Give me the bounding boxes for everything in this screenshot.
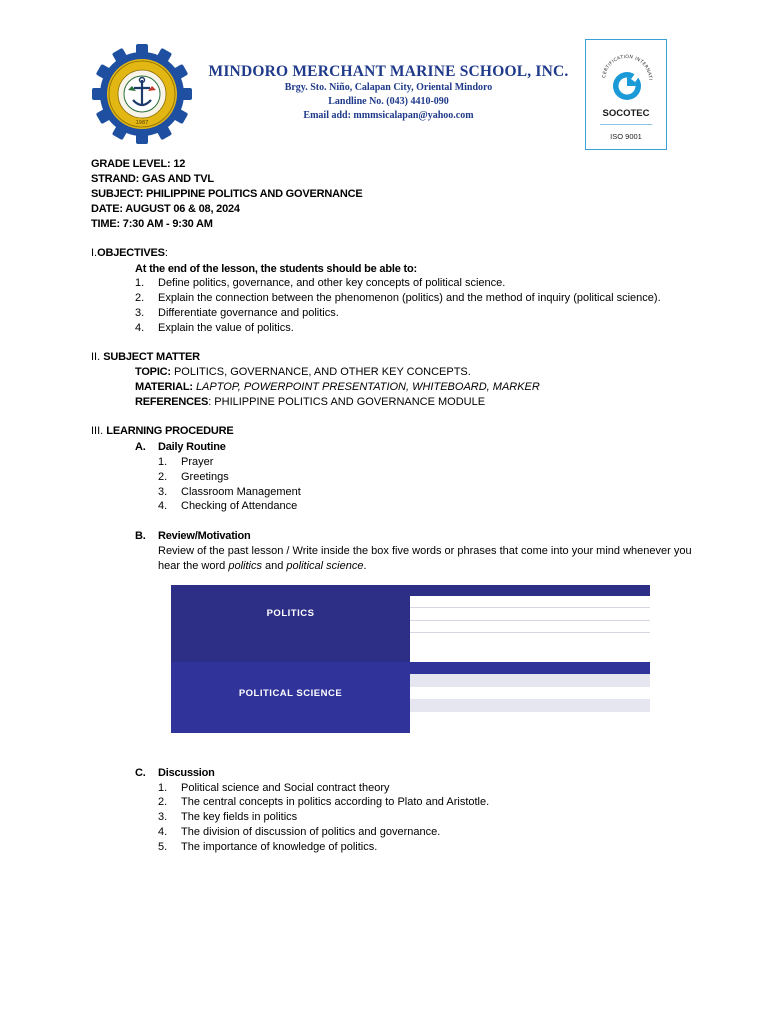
list-item: 1. Political science and Social contract theory — [158, 782, 390, 794]
references-label: REFERENCES — [135, 396, 209, 408]
section-c-heading: C. Discussion — [135, 767, 215, 779]
objectives-colon: : — [164, 247, 168, 259]
list-item: 4. The division of discussion of politics and governance. — [158, 826, 441, 838]
list-item: 3. The key fields in politics — [158, 811, 298, 823]
objectives-heading — [91, 246, 168, 260]
svg-text:CERTIFICATION INTERNATIONAL: CERTIFICATION INTERNATI — [602, 54, 653, 81]
references-value: : PHILIPPINE POLITICS AND GOVERNANCE MODULE — [208, 396, 486, 408]
school-logo — [92, 44, 192, 144]
politics-label: POLITICS — [266, 608, 315, 619]
procedure-numeral: III. — [91, 425, 104, 437]
political-science-answer-row[interactable] — [410, 674, 650, 687]
material-label: MATERIAL: — [135, 381, 193, 393]
grade-level: GRADE LEVEL: 12 — [91, 158, 186, 170]
list-item: 2. The central concepts in politics according to Plato and Aristotle. — [158, 796, 490, 808]
svg-text:1987: 1987 — [135, 120, 149, 126]
time: TIME: 7:30 AM - 9:30 AM — [91, 218, 213, 230]
date: DATE: AUGUST 06 & 08, 2024 — [91, 203, 240, 215]
references-line — [135, 395, 485, 409]
objectives-title: OBJECTIVES — [97, 247, 165, 259]
list-item: 2. Explain the connection between the phenomenon (politics) and the method of inquiry (political science). — [135, 292, 661, 304]
political-science-header-bar — [410, 662, 650, 674]
topic-line — [135, 365, 471, 379]
socotec-icon — [595, 46, 659, 110]
table-rule — [410, 620, 650, 621]
subject-matter-heading — [91, 350, 200, 364]
certification-badge — [585, 39, 667, 150]
table-rule — [410, 607, 650, 608]
subject: SUBJECT: PHILIPPINE POLITICS AND GOVERNANCE — [91, 188, 363, 200]
political-science-label: POLITICAL SCIENCE — [238, 688, 343, 699]
politics-answer-area[interactable] — [410, 596, 650, 662]
section-a-heading: A. Daily Routine — [135, 441, 226, 453]
subject-matter-title: SUBJECT MATTER — [103, 351, 200, 363]
review-table — [171, 585, 650, 733]
cert-name: SOCOTEC — [602, 108, 650, 119]
school-landline: Landline No. (043) 4410-090 — [328, 96, 449, 107]
school-email: Email add: mmmsicalapan@yahoo.com — [303, 110, 474, 121]
cert-iso: ISO 9001 — [610, 132, 642, 141]
list-item: 3. Differentiate governance and politics. — [135, 307, 339, 319]
school-address: Brgy. Sto. Niño, Calapan City, Oriental Mindoro — [284, 82, 493, 93]
table-rule — [410, 632, 650, 633]
strand: STRAND: GAS AND TVL — [91, 173, 214, 185]
list-item: 5. The importance of knowledge of politics. — [158, 841, 378, 853]
list-item: 1. Define politics, governance, and other key concepts of political science. — [135, 277, 506, 289]
politics-header-cell — [171, 585, 410, 662]
objectives-numeral: I. — [91, 247, 98, 259]
review-instruction-continued: hear the word politics and political science. — [158, 560, 367, 572]
material-line — [135, 380, 540, 394]
gear-seal-icon — [92, 44, 192, 144]
list-item: 4. Explain the value of politics. — [135, 322, 294, 334]
cert-divider — [600, 124, 652, 125]
section-b-heading: B. Review/Motivation — [135, 530, 251, 542]
list-item: 2. Greetings — [158, 471, 229, 483]
subject-matter-numeral: II. — [91, 351, 101, 363]
topic-label: TOPIC: — [135, 366, 171, 378]
objectives-intro: At the end of the lesson, the students should be able to: — [135, 263, 417, 275]
topic-value: POLITICS, GOVERNANCE, AND OTHER KEY CONCEPTS. — [173, 366, 471, 378]
political-science-answer-row[interactable] — [410, 699, 650, 712]
material-value: LAPTOP, POWERPOINT PRESENTATION, WHITEBOARD, MARKER — [195, 381, 540, 393]
list-item: 4. Checking of Attendance — [158, 500, 298, 512]
list-item: 3. Classroom Management — [158, 486, 301, 498]
procedure-heading — [91, 424, 233, 438]
political-science-answer-row[interactable] — [410, 712, 650, 733]
politics-header-bar — [410, 585, 650, 596]
political-science-answer-row[interactable] — [410, 687, 650, 699]
school-name: MINDORO MERCHANT MARINE SCHOOL, INC. — [208, 63, 569, 80]
list-item: 1. Prayer — [158, 456, 214, 468]
review-instruction: Review of the past lesson / Write inside the box five words or phrases that come into your mind whenever you — [158, 545, 692, 557]
procedure-title: LEARNING PROCEDURE — [106, 425, 234, 437]
